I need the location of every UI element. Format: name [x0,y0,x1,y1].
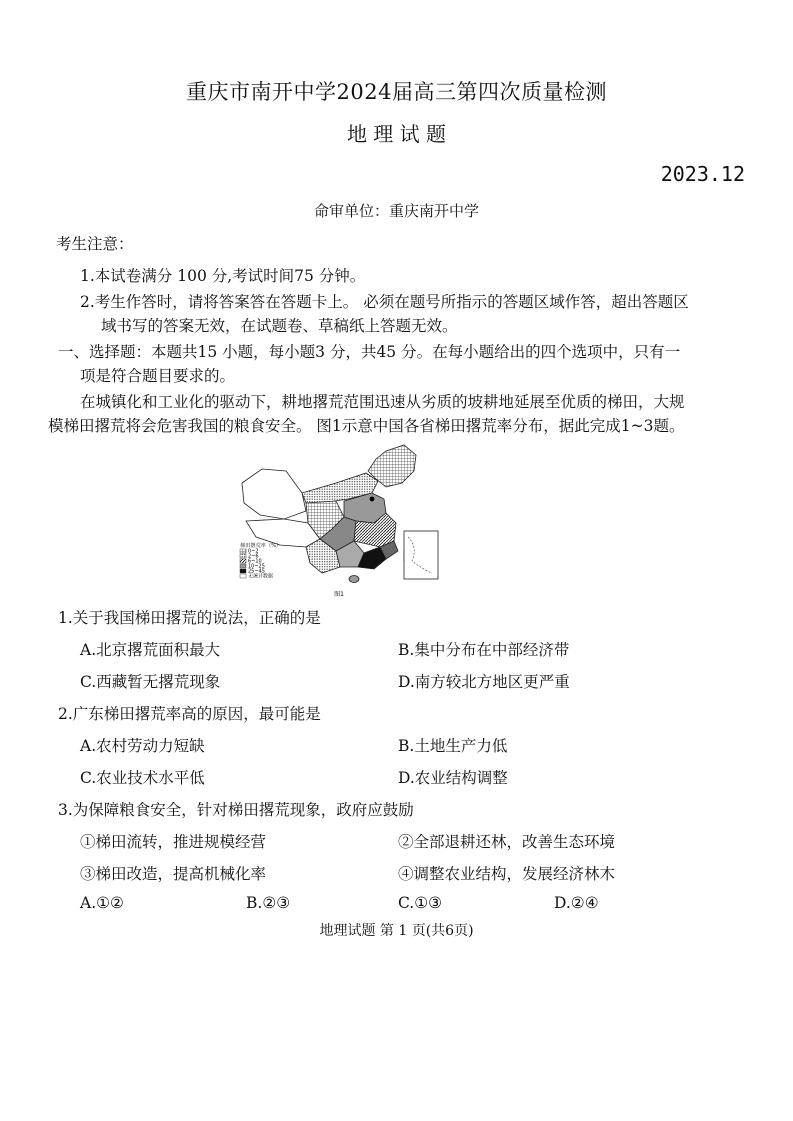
question-3-statement-1: ①梯田流转，推进规模经营 [80,833,267,851]
notice-item-2-line-1: 2.考生作答时，请将答案答在答题卡上。 必须在题号所指示的答题区域作答，超出答题区 [80,293,689,311]
question-3-option-c: C.①③ [398,894,443,912]
section-heading-line-2: 项是符合题目要求的。 [80,367,236,385]
exam-title: 重庆市南开中学2024届高三第四次质量检测 [186,80,607,104]
legend-label-1: 0~2 [248,548,259,555]
notice-heading: 考生注意： [56,235,134,253]
legend-swatch-3 [240,559,246,563]
legend-label-3: 6~10 [248,558,262,565]
section-heading-line-1: 一、选择题：本题共15 小题，每小题3 分，共45 分。在每小题给出的四个选项中，只有一 [58,343,681,361]
page-footer: 地理试题 第 1 页(共6页) [319,923,474,939]
legend-label-4: 10~25 [248,563,265,570]
question-2-option-a: A.农村劳动力短缺 [80,737,205,755]
beijing-marker [370,497,375,502]
legend-title: 梯田撂荒率（%） [240,543,282,549]
region-hainan [349,576,359,583]
question-3-option-b: B.②③ [246,894,291,912]
legend-swatch-2 [240,554,246,558]
legend-swatch-5 [240,569,246,573]
notice-item-2-line-2: 域书写的答案无效，在试题卷、草稿纸上答题无效。 [101,317,458,335]
question-1-option-d: D.南方较北方地区更严重 [398,673,570,691]
question-2-option-c: C.农业技术水平低 [80,769,205,787]
issuing-unit: 命审单位：重庆南开中学 [313,202,479,220]
exam-date: 2023.12 [660,162,745,186]
question-3-statement-4: ④调整农业结构，发展经济林木 [398,865,616,883]
intro-line-2: 模梯田撂荒将会危害我国的粮食安全。 图1示意中国各省梯田撂荒率分布，据此完成1~3题。 [48,417,685,435]
legend-swatch-4 [240,564,246,568]
legend-swatch-1 [240,549,246,553]
question-3-option-a: A.①② [80,894,124,912]
question-1-option-b: B.集中分布在中部经济带 [398,641,570,659]
question-3-statement-3: ③梯田改造，提高机械化率 [80,865,267,883]
question-3-statement-2: ②全部退耕还林，改善生态环境 [398,833,616,851]
intro-line-1: 在城镇化和工业化的驱动下，耕地撂荒范围迅速从劣质的坡耕地延展至优质的梯田，大规 [80,393,685,411]
legend-swatch-6 [240,574,246,578]
question-2-option-d: D.农业结构调整 [398,769,508,787]
question-3-stem: 3.为保障粮食安全，针对梯田撂荒现象，政府应鼓励 [58,801,414,819]
question-1-option-a: A.北京撂荒面积最大 [80,641,221,659]
subject-title: 地 理 试 题 [346,122,447,146]
question-3-option-d: D.②④ [554,894,599,912]
legend-label-6: 无统计数据 [248,573,274,580]
legend-label-2: 2~6 [248,553,259,560]
legend-label-5: 25~45 [248,568,265,575]
question-1-option-c: C.西藏暂无撂荒现象 [80,673,221,691]
region-xinjiang [242,469,306,519]
figure-caption: 图1 [334,591,344,598]
question-1-stem: 1.关于我国梯田撂荒的说法，正确的是 [58,609,321,627]
china-terrace-abandonment-map [236,443,442,599]
question-2-stem: 2.广东梯田撂荒率高的原因，最可能是 [58,705,321,723]
notice-item-1: 1.本试卷满分 100 分,考试时间75 分钟。 [80,267,366,285]
question-2-option-b: B.土地生产力低 [398,737,508,755]
